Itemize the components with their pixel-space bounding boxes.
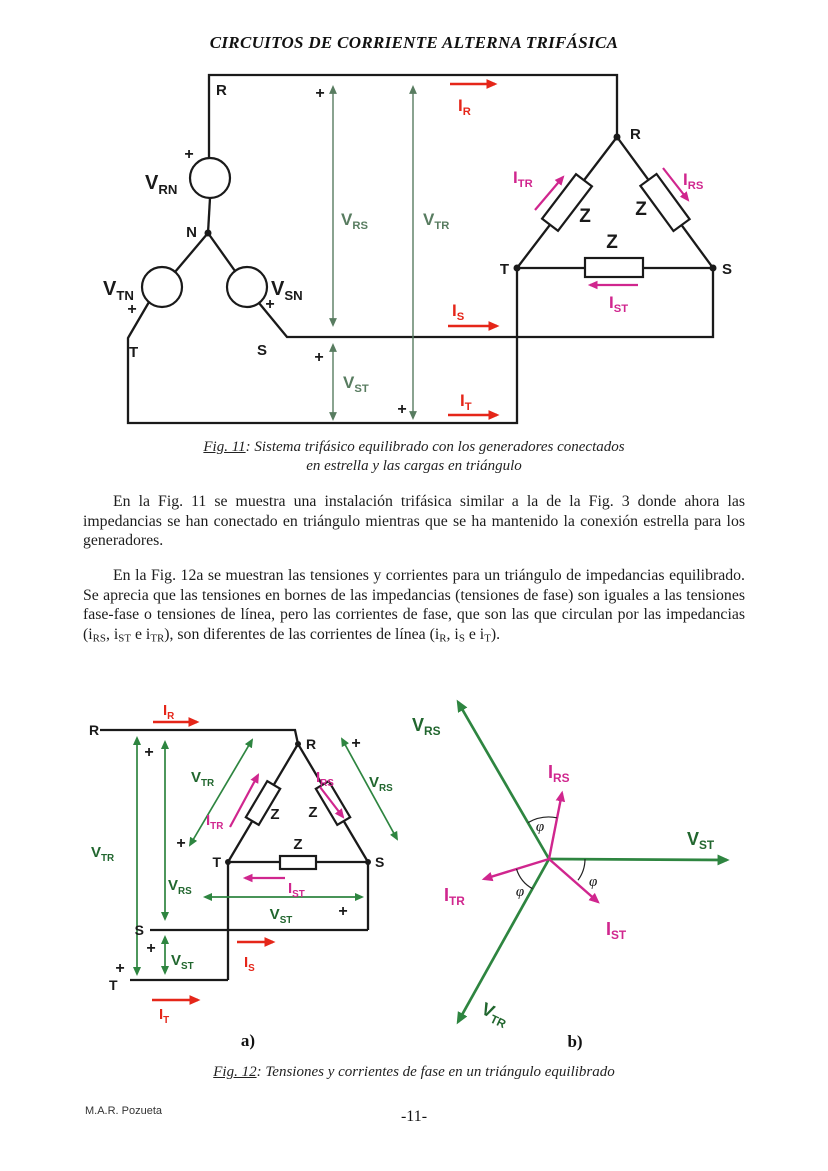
current-label-ir: $I_R$ (163, 702, 175, 722)
line-label-r: R (89, 722, 100, 738)
generator-label-vsn: $V_{SN}$ (271, 278, 303, 303)
phasor-label-vrs: $V_{RS}$ (412, 715, 441, 738)
polarity-plus-vst-left: + (146, 940, 156, 957)
voltage-label-vst-bottom: $V_{ST}$ (269, 906, 293, 926)
node-label-n: N (186, 224, 197, 241)
node-t-dot (514, 265, 521, 272)
impedance-label-z1: Z (270, 806, 280, 823)
line-current-arrows (448, 84, 497, 415)
current-label-irs: $I_{RS}$ (316, 769, 334, 789)
star-generator-wiring (128, 75, 713, 423)
current-label-itr: $I_{TR}$ (513, 168, 533, 190)
impedance-label-z3: Z (606, 232, 618, 253)
phasor-label-vst: $V_{ST}$ (687, 829, 715, 852)
polarity-plus-vtr-tall: + (115, 960, 125, 977)
node-label-s: S (257, 342, 268, 359)
page-title: CIRCUITOS DE CORRIENTE ALTERNA TRIFÁSICA (209, 33, 619, 52)
current-label-is: $I_S$ (244, 954, 255, 974)
current-label-it: $I_T$ (159, 1006, 170, 1026)
polarity-plus-vtn: + (127, 301, 137, 318)
delta-node-label-t: T (499, 261, 509, 278)
delta-node-label-t: T (212, 854, 221, 870)
generator-vtn (142, 267, 182, 307)
phase-angle-phi-1: φ (535, 819, 545, 835)
phase-angle-phi-3: φ (515, 884, 525, 900)
polarity-plus-vst: + (314, 349, 324, 366)
polarity-plus-vtr-diag: + (176, 835, 186, 852)
delta-node-label-s: S (722, 261, 733, 278)
polarity-plus-vst-bottom: + (338, 903, 348, 920)
phasor-label-ist: $I_{ST}$ (606, 919, 627, 942)
voltage-label-vst-left: $V_{ST}$ (171, 952, 194, 972)
impedance-label-z3: Z (293, 836, 303, 853)
voltage-label-vrs: $V_{RS}$ (341, 210, 368, 232)
current-label-ist: $I_{ST}$ (609, 293, 629, 315)
polarity-plus-vsn: + (265, 296, 275, 313)
polarity-plus-vrs-left: + (144, 744, 154, 761)
paragraph-2: En la Fig. 12a se muestran las tensiones y corrientes para un triángulo de impedancias equilibrado. Se aprecia que las tensiones en bornes de las impedancias (tensiones de fase) son iguales a las tensiones fase-fase o tensiones de línea, pero las corrientes de fase, que son las que circulan por las impedancias (iRS, iST e iTR), son diferentes de las corrientes de línea (iR, iS e iT). (83, 567, 745, 644)
delta-node-label-r: R (630, 126, 641, 143)
paragraph-1: En la Fig. 11 se muestra una instalación trifásica similar a la de la Fig. 3 donde ahora las impedancias se han conectado en triángulo mientras que se ha mantenido la conexión estrella para los generadores. (83, 493, 745, 549)
node-s-dot (710, 265, 717, 272)
voltage-label-vrs-left: $V_{RS}$ (168, 877, 192, 897)
current-label-it: $I_T$ (460, 391, 472, 413)
footer-page-number: -11- (400, 1108, 428, 1125)
delta-node-label-s: S (375, 854, 385, 870)
impedance-label-z2: Z (635, 199, 647, 220)
current-label-itr: $I_{TR}$ (206, 812, 224, 832)
subfigure-label-a: a) (240, 1031, 256, 1050)
polarity-plus-vrs: + (315, 85, 325, 102)
voltage-arrows (134, 738, 397, 974)
voltage-label-vtr: $V_{TR}$ (423, 210, 450, 232)
current-label-ist: $I_{ST}$ (288, 880, 305, 900)
figure-11-caption: Fig. 11: Sistema trifásico equilibrado con los generadores conectados en estrella y las cargas en triángulo (203, 439, 625, 474)
voltage-phasors (458, 702, 727, 1022)
phasor-label-itr: $I_{TR}$ (444, 885, 465, 908)
current-label-is: $I_S$ (452, 301, 465, 323)
figure-12a-circuit-diagram (85, 697, 405, 1055)
node-n-dot (205, 230, 212, 237)
footer-author: M.A.R. Pozueta (85, 1105, 163, 1117)
node-r-dot (295, 741, 301, 747)
impedance-label-z1: Z (579, 206, 591, 227)
subfigure-label-b: b) (567, 1032, 583, 1051)
phasor-label-irs: $I_{RS}$ (548, 762, 570, 785)
delta-load (514, 134, 717, 278)
impedance-label-z2: Z (308, 804, 318, 821)
voltage-label-vrs-diag: $V_{RS}$ (369, 774, 393, 794)
phasor-label-vtr: $V_{TR}$ (478, 998, 509, 1032)
impedance-ts (280, 856, 316, 869)
node-r-dot (614, 134, 621, 141)
figure-12-caption: Fig. 12: Tensiones y corrientes de fase en un triángulo equilibrado (213, 1064, 615, 1080)
node-t-dot (225, 859, 231, 865)
node-label-t: T (129, 344, 139, 361)
generator-vrn (190, 158, 230, 198)
figure-12b-phasor-diagram (390, 697, 738, 1055)
voltage-label-vst: $V_{ST}$ (343, 373, 369, 395)
polarity-plus-vrs-diag: + (351, 735, 361, 752)
line-label-s: S (134, 922, 144, 938)
polarity-plus-vtr: + (397, 401, 407, 418)
voltage-label-vtr-tall: $V_{TR}$ (91, 844, 115, 864)
line-label-t: T (109, 977, 118, 993)
figure-11-circuit-diagram (85, 55, 735, 435)
voltage-label-vtr-diag: $V_{TR}$ (191, 769, 215, 789)
line-voltage-arrows (333, 87, 413, 419)
current-label-ir: $I_R$ (458, 96, 471, 118)
delta-node-label-r: R (306, 736, 317, 752)
node-label-r: R (216, 82, 227, 99)
current-label-irs: $I_{RS}$ (683, 170, 704, 192)
node-s-dot (365, 859, 371, 865)
impedance-ts (585, 258, 643, 277)
polarity-plus-vrn: + (184, 146, 194, 163)
generator-vsn (227, 267, 267, 307)
phase-angle-phi-2: φ (589, 874, 598, 890)
generator-label-vrn: $V_{RN}$ (145, 172, 178, 197)
generator-label-vtn: $V_{TN}$ (103, 278, 134, 303)
